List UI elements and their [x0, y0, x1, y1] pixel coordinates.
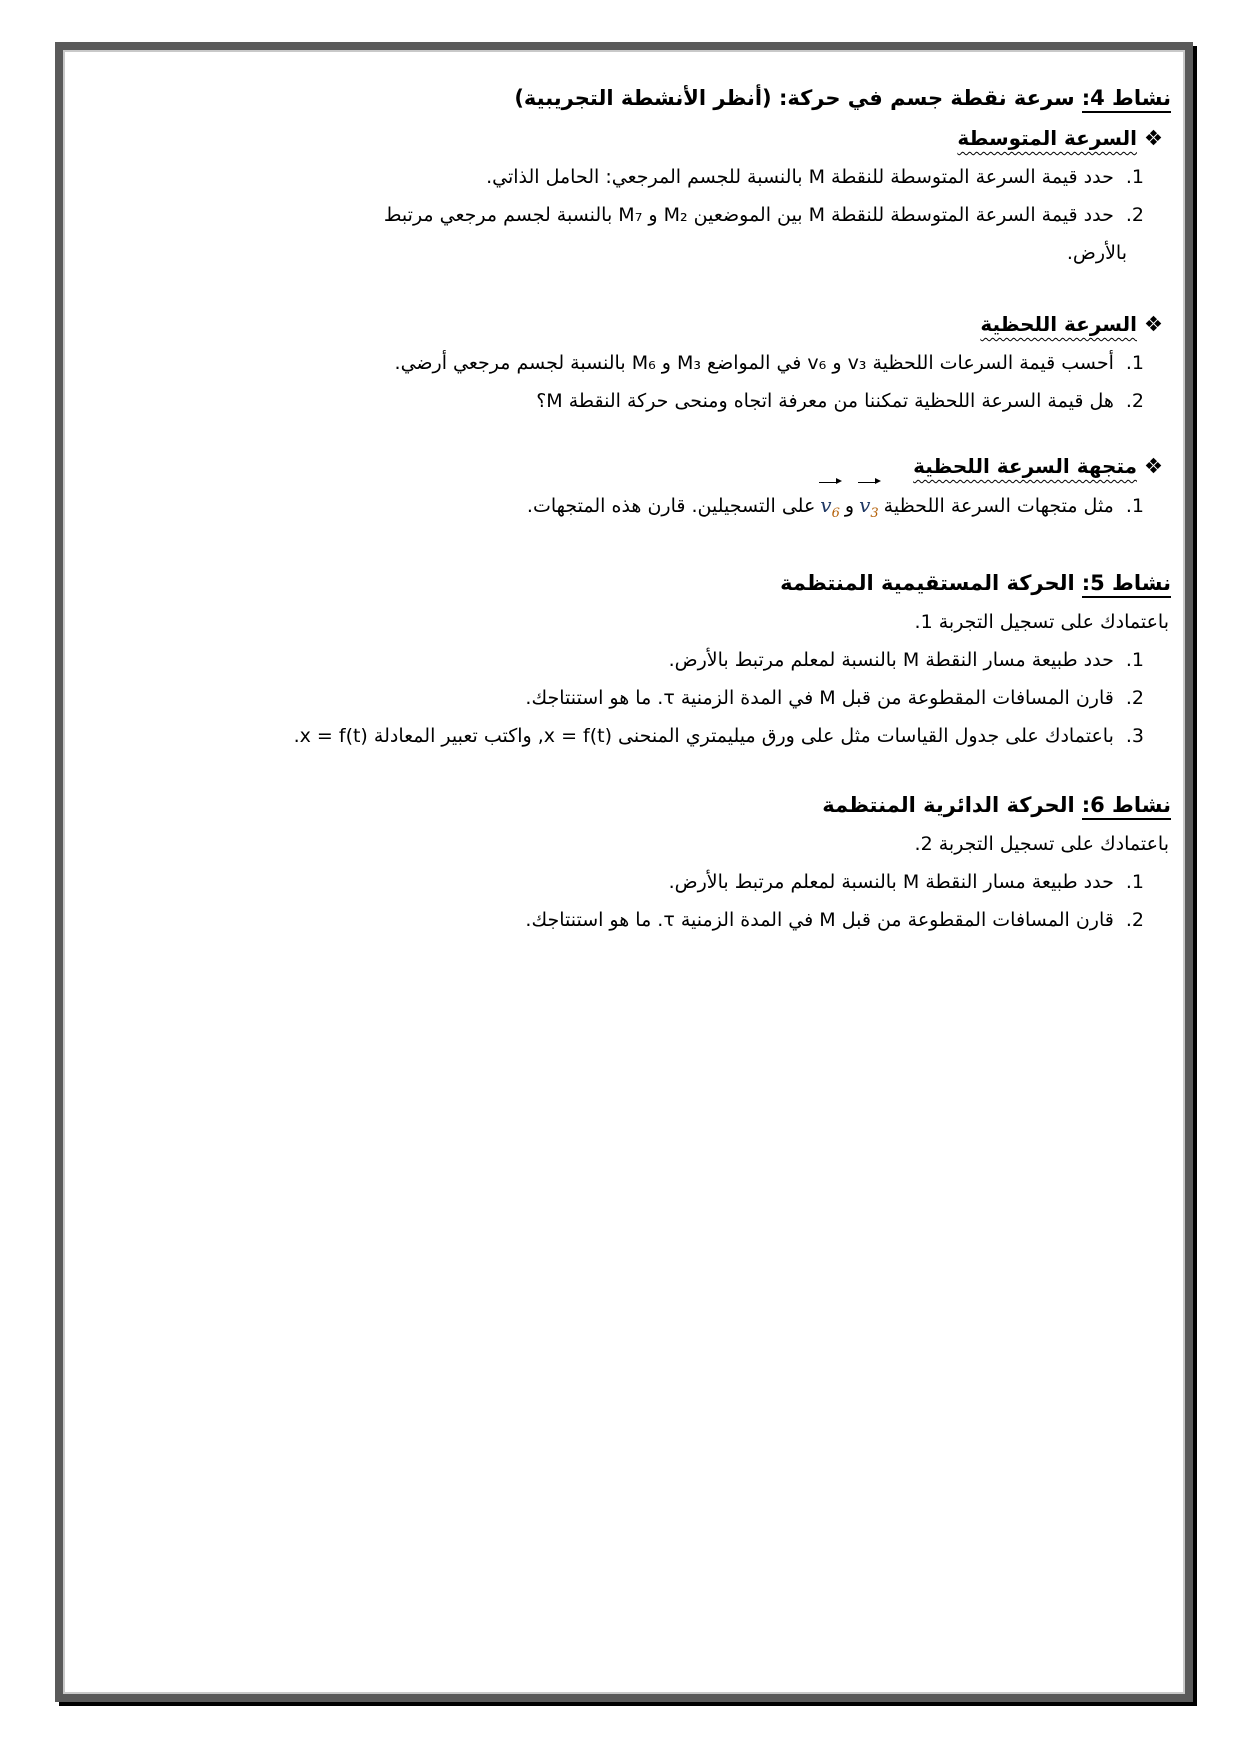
section-velocity-vector-heading: [105, 446, 1171, 486]
list-text: حدد قيمة السرعة المتوسطة للنقطة M بالنسبة للجسم المرجعي: الحامل الذاتي.: [486, 166, 1114, 188]
diamond-bullet-icon: [1146, 458, 1162, 474]
list-number: 1.: [1125, 166, 1144, 188]
activity6-title-text: الحركة الدائرية المنتظمة: [822, 792, 1075, 817]
section-average-speed-heading: [105, 118, 1171, 158]
activity5-label: نشاط 5:: [1082, 571, 1171, 598]
list-item-inst-1: [105, 344, 1171, 382]
list-item-act6-2: [105, 901, 1171, 939]
list-text-post: على التسجيلين. قارن هذه المتجهات.: [526, 495, 816, 517]
list-number: 2.: [1125, 390, 1144, 412]
section-instant-speed-heading-text: السرعة اللحظية: [980, 312, 1137, 336]
vector-symbol: v: [859, 493, 871, 517]
activity4-label: نشاط 4:: [1082, 86, 1171, 113]
list-number: 3.: [1125, 724, 1144, 747]
section-velocity-vector-heading-text: متجهة السرعة اللحظية: [913, 454, 1137, 478]
activity6-title: [105, 785, 1171, 825]
list-number: 1.: [1125, 352, 1144, 374]
activity5-title: [105, 563, 1171, 603]
list-number: 2.: [1125, 908, 1144, 931]
list-text: قارن المسافات المقطوعة من قبل M في المدة الزمنية τ. ما هو استنتاجك.: [525, 908, 1114, 931]
velocity-vector-v3: [858, 486, 880, 533]
list-text: أحسب قيمة السرعات اللحظية v₃ و v₆ في المواضع M₃ و M₆ بالنسبة لجسم مرجعي أرضي.: [394, 352, 1114, 374]
list-item-act5-1: [105, 641, 1171, 679]
list-number: 2.: [1125, 686, 1144, 709]
list-number: 1.: [1125, 495, 1144, 517]
list-text: باعتمادك على جدول القياسات مثل على ورق ميليمتري المنحنى x = f(t), واكتب تعبير المعادلة x = f(t).: [293, 724, 1114, 747]
list-number: 1.: [1125, 870, 1144, 893]
activity5-intro: باعتمادك على تسجيل التجربة 1.: [914, 610, 1169, 633]
conjunction: و: [844, 495, 855, 517]
vector-subscript: 3: [870, 505, 879, 521]
list-text: هل قيمة السرعة اللحظية تمكننا من معرفة اتجاه ومنحى حركة النقطة M؟: [536, 390, 1114, 412]
vector-subscript: 6: [831, 505, 840, 521]
list-item-avg-1: [105, 158, 1171, 196]
list-text: قارن المسافات المقطوعة من قبل M في المدة الزمنية τ. ما هو استنتاجك.: [525, 686, 1114, 709]
list-number: 2.: [1125, 204, 1144, 226]
list-item-vector-1: [105, 486, 1171, 533]
activity6-label: نشاط 6:: [1082, 793, 1171, 820]
list-text: حدد طبيعة مسار النقطة M بالنسبة لمعلم مرتبط بالأرض.: [668, 648, 1114, 671]
diamond-bullet-icon: [1146, 316, 1162, 332]
vector-symbol: v: [820, 493, 832, 517]
list-item-act6-1: [105, 863, 1171, 901]
list-number: 1.: [1125, 648, 1144, 671]
list-text-pre: مثل متجهات السرعة اللحظية: [883, 495, 1114, 517]
section-instant-speed-heading: [105, 304, 1171, 344]
velocity-vector-v6: [819, 486, 841, 533]
activity4-title: [105, 78, 1171, 118]
diamond-bullet-icon: [1146, 130, 1162, 146]
list-item-act5-3: [105, 717, 1171, 755]
activity4-title-text: سرعة نقطة جسم في حركة: (أنظر الأنشطة التجريبية): [514, 86, 1075, 110]
list-item-avg-2-continuation: بالأرض.: [1066, 242, 1127, 264]
list-text: حدد قيمة السرعة المتوسطة للنقطة M بين الموضعين M₂ و M₇ بالنسبة لجسم مرجعي مرتبط: [383, 204, 1114, 226]
list-text: حدد طبيعة مسار النقطة M بالنسبة لمعلم مرتبط بالأرض.: [668, 870, 1114, 893]
page-border-frame: [55, 42, 1193, 1702]
list-item-avg-2: [105, 196, 1171, 234]
activity6-intro: باعتمادك على تسجيل التجربة 2.: [914, 832, 1169, 855]
document-content: [65, 52, 1183, 1692]
list-item-inst-2: [105, 382, 1171, 420]
section-average-speed-heading-text: السرعة المتوسطة: [957, 126, 1137, 150]
list-item-act5-2: [105, 679, 1171, 717]
activity5-title-text: الحركة المستقيمية المنتظمة: [780, 570, 1075, 595]
